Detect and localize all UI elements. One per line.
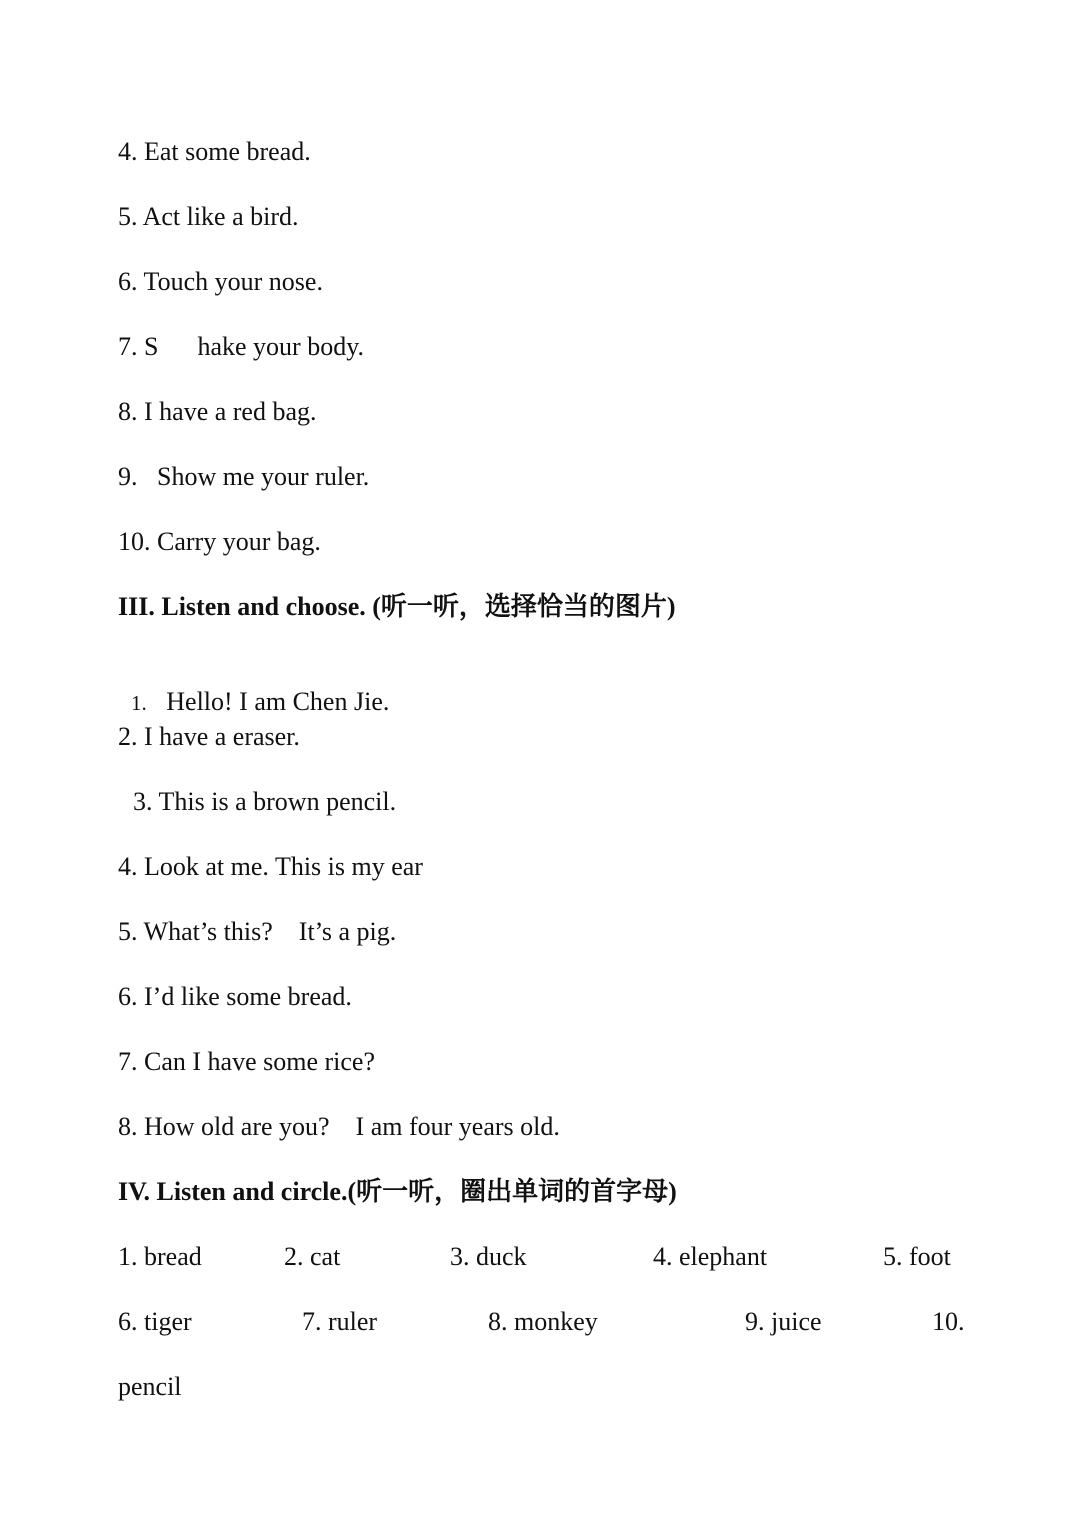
word-item: 1. bread xyxy=(118,1242,202,1271)
section-heading-listen-choose: III. Listen and choose. (听一听，选择恰当的图片) xyxy=(118,592,676,621)
word-item: 4. elephant xyxy=(653,1242,768,1271)
word-item-continuation: pencil xyxy=(118,1372,182,1401)
list-item: 7. Can I have some rice? xyxy=(118,1047,376,1076)
word-item: 7. ruler xyxy=(302,1307,378,1336)
list-item: 9. Show me your ruler. xyxy=(118,462,370,491)
list-item: 5. What’s this? It’s a pig. xyxy=(118,917,397,946)
word-item: 6. tiger xyxy=(118,1307,192,1336)
list-item: 8. How old are you? I am four years old. xyxy=(118,1112,560,1141)
list-item: 4. Look at me. This is my ear xyxy=(118,852,423,881)
word-item: 8. monkey xyxy=(488,1307,598,1336)
list-item: 7. S hake your body. xyxy=(118,332,365,361)
word-item: 5. foot xyxy=(883,1242,951,1271)
word-item: 9. juice xyxy=(745,1307,822,1336)
list-item: 8. I have a red bag. xyxy=(118,397,317,426)
list-item-number: 1. xyxy=(131,691,147,715)
list-item: 3. This is a brown pencil. xyxy=(133,787,397,816)
list-item: 6. I’d like some bread. xyxy=(118,982,352,1011)
word-item: 3. duck xyxy=(450,1242,527,1271)
list-item xyxy=(118,657,389,718)
list-item: 5. Act like a bird. xyxy=(118,202,299,231)
list-item: 6. Touch your nose. xyxy=(118,267,323,296)
word-item: 2. cat xyxy=(284,1242,341,1271)
list-item: 10. Carry your bag. xyxy=(118,527,321,556)
section-heading-listen-circle: IV. Listen and circle.(听一听，圈出单词的首字母) xyxy=(118,1177,677,1206)
list-item: 4. Eat some bread. xyxy=(118,137,311,166)
list-item: 2. I have a eraser. xyxy=(118,722,300,751)
list-item-text: Hello! I am Chen Jie. xyxy=(166,687,390,716)
word-item: 10. xyxy=(932,1307,965,1336)
